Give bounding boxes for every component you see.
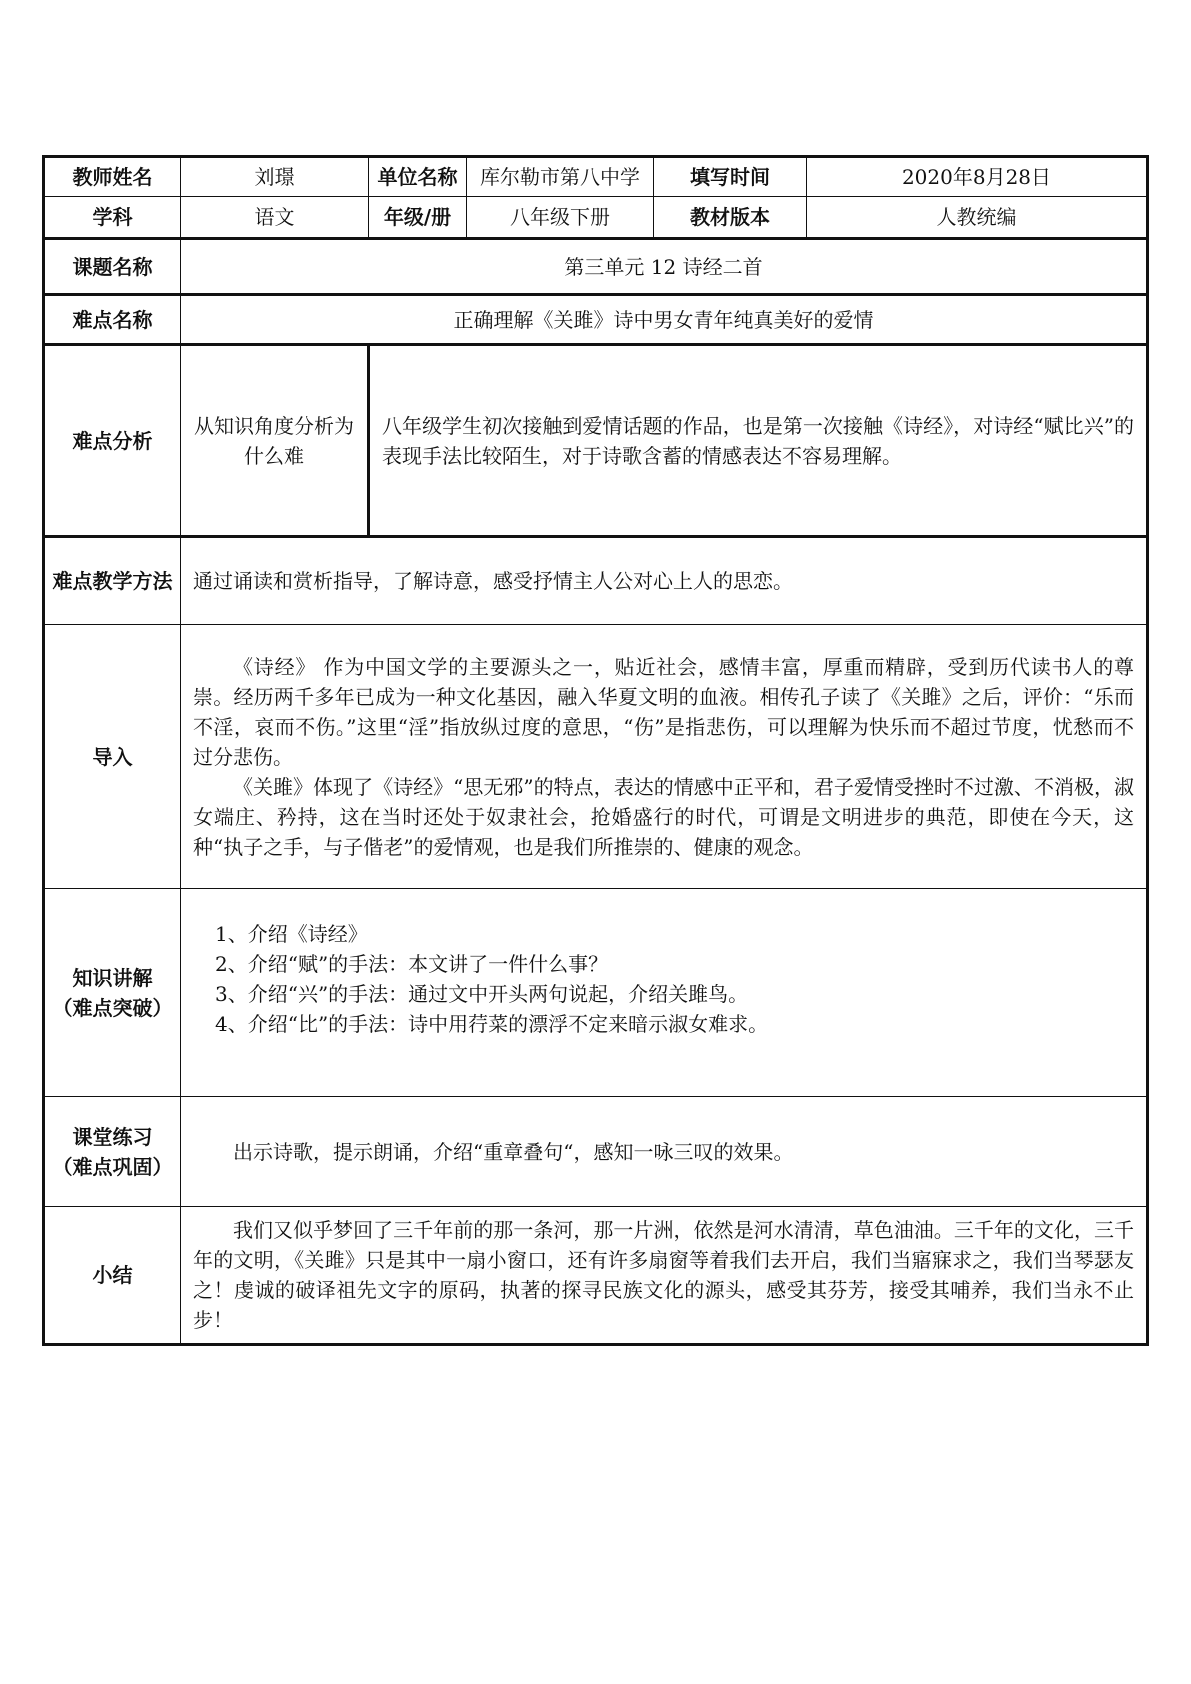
edition-label: 教材版本 [654,197,807,239]
topic-value: 第三单元 12 诗经二首 [181,239,1148,295]
analysis-row [44,345,1148,537]
method-label: 难点教学方法 [44,537,181,625]
knowledge-item-1: 1、介绍《诗经》 [215,922,368,946]
practice-label-line-2: （难点巩固） [52,1154,173,1179]
intro-paragraph-2: 《关雎》体现了《诗经》“思无邪”的特点，表达的情感中正平和，君子爱情受挫时不过激、不消极，淑女端庄、矜持，这在当时还处于奴隶社会，抢婚盛行的时代，可谓是文明进步的典范，即使在今天，这种“执子之手，与子偕老”的爱情观，也是我们所推崇的、健康的观念。 [193,774,1134,859]
difficulty-row [44,295,1148,345]
knowledge-label-line-1: 知识讲解 [72,965,153,990]
method-text [181,537,1148,625]
intro-paragraph-1: 《诗经》 作为中国文学的主要源头之一，贴近社会，感情丰富，厚重而精辟，受到历代读书人的尊崇。经历两千多年已成为一种文化基因，融入华夏文明的血液。相传孔子读了《关雎》之后，评价：“乐而不淫，哀而不伤。”这里“淫”指放纵过度的意思，“伤”是指悲伤，可以理解为快乐而不超过节度，忧愁而不过分悲伤。 [193,654,1134,769]
knowledge-item-4: 4、介绍“比”的手法：诗中用荇菜的漂浮不定来暗示淑女难求。 [215,1012,769,1036]
grade-label: 年级/册 [369,197,467,239]
knowledge-list [181,889,1148,1097]
analysis-text [369,345,1148,537]
analysis-sub-label-line-1: 从知识角度分析为 [194,413,354,438]
method-row [44,537,1148,625]
knowledge-label-line-2: （难点突破） [52,995,173,1020]
grade-value: 八年级下册 [467,197,654,239]
intro-row [44,625,1148,889]
date-label: 填写时间 [654,157,807,197]
intro-text [181,625,1148,889]
edition-value: 人教统编 [807,197,1148,239]
difficulty-label: 难点名称 [44,295,181,345]
practice-label [44,1097,181,1207]
unit-value: 库尔勒市第八中学 [467,157,654,197]
header-row-2 [44,197,1148,239]
knowledge-row [44,889,1148,1097]
analysis-paragraph: 八年级学生初次接触到爱情话题的作品，也是第一次接触《诗经》，对诗经“赋比兴”的表现手法比较陌生，对于诗歌含蓄的情感表达不容易理解。 [382,413,1134,468]
analysis-sub-label [181,345,369,537]
lesson-plan-table [42,155,1149,1346]
knowledge-label [44,889,181,1097]
subject-value: 语文 [181,197,369,239]
teacher-label: 教师姓名 [44,157,181,197]
date-value: 2020年8月28日 [807,157,1148,197]
lesson-plan-sheet [42,155,1146,1346]
method-paragraph: 通过诵读和赏析指导，了解诗意，感受抒情主人公对心上人的思恋。 [193,569,793,593]
summary-text [181,1207,1148,1345]
summary-label: 小结 [44,1207,181,1345]
analysis-label: 难点分析 [44,345,181,537]
knowledge-item-3: 3、介绍“兴”的手法：通过文中开头两句说起，介绍关雎鸟。 [215,982,749,1006]
practice-label-line-1: 课堂练习 [72,1124,153,1149]
analysis-sub-label-line-2: 什么难 [244,443,304,468]
subject-label: 学科 [44,197,181,239]
topic-row [44,239,1148,295]
intro-label: 导入 [44,625,181,889]
unit-label: 单位名称 [369,157,467,197]
summary-row [44,1207,1148,1345]
summary-paragraph: 我们又似乎梦回了三千年前的那一条河，那一片洲，依然是河水清清，草色油油。三千年的文化，三千年的文明，《关雎》只是其中一扇小窗口，还有许多扇窗等着我们去开启，我们当寤寐求之，我们当琴瑟友之！虔诚的破译祖先文字的原码，执著的探寻民族文化的源头，感受其芬芳，接受其哺养，我们当永不止步！ [193,1218,1134,1332]
difficulty-value: 正确理解《关雎》诗中男女青年纯真美好的爱情 [181,295,1148,345]
teacher-value: 刘璟 [181,157,369,197]
practice-row [44,1097,1148,1207]
practice-text: 出示诗歌，提示朗诵，介绍“重章叠句“，感知一咏三叹的效果。 [181,1097,1148,1207]
knowledge-item-2: 2、介绍“赋”的手法：本文讲了一件什么事？ [215,952,609,976]
topic-label: 课题名称 [44,239,181,295]
header-row-1 [44,157,1148,197]
